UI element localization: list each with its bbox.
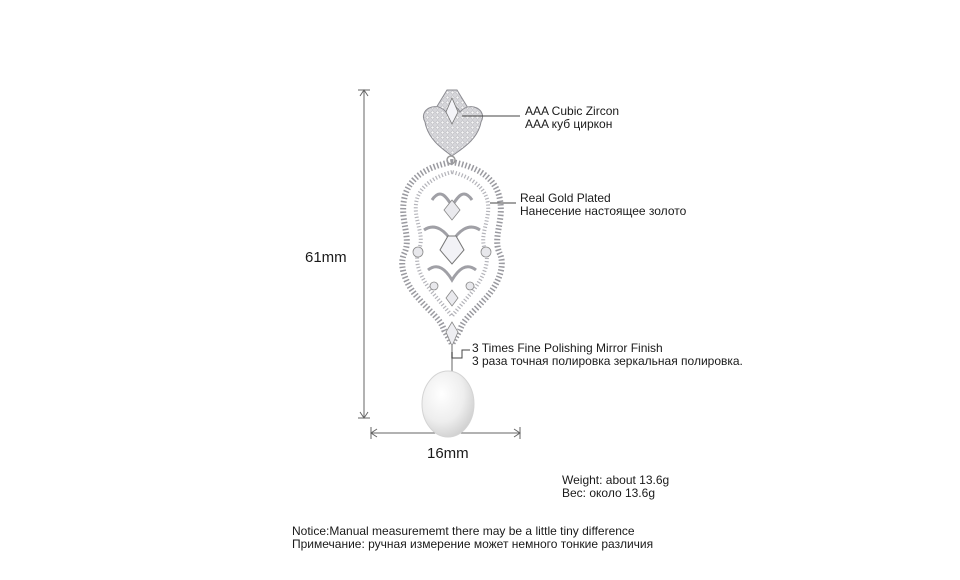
stud-top xyxy=(423,90,482,164)
callout-zircon-en: AAA Cubic Zircon xyxy=(525,104,620,118)
callout-polish-en: 3 Times Fine Polishing Mirror Finish xyxy=(472,341,663,355)
callout-gold-ru: Нанесение настоящее золото xyxy=(520,204,687,218)
callout-gold-en: Real Gold Plated xyxy=(520,191,611,205)
callout-leaders xyxy=(452,116,520,358)
callout-polish-ru: 3 раза точная полировка зеркальная полировка. xyxy=(472,354,743,368)
notice-ru: Примечание: ручная измерение может немного тонкие различия xyxy=(292,537,654,551)
pearl-drop xyxy=(422,371,474,437)
height-label: 61mm xyxy=(305,249,347,266)
callout-zircon-ru: AAA куб циркон xyxy=(525,117,613,131)
weight-ru: Вес: около 13.6g xyxy=(562,486,655,500)
width-label: 16mm xyxy=(427,445,469,462)
weight-en: Weight: about 13.6g xyxy=(562,473,670,487)
height-dimension-line xyxy=(358,90,370,418)
notice-en: Notice:Manual measurememt there may be a little tiny difference xyxy=(292,524,635,538)
